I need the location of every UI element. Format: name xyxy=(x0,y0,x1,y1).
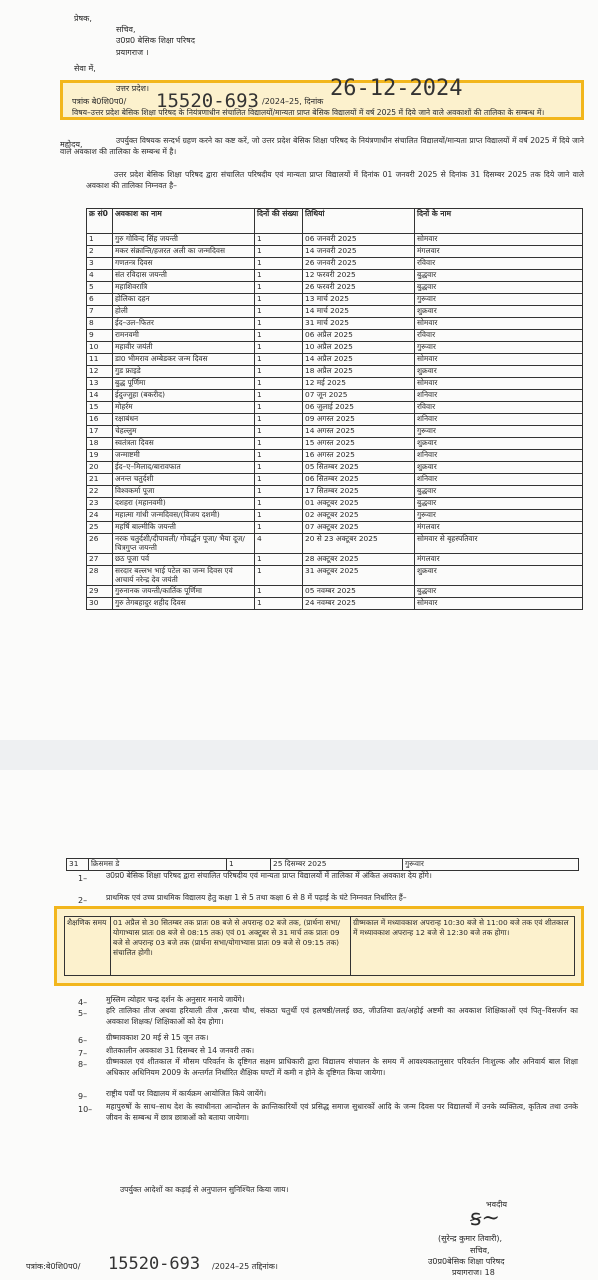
cell-days-count: 1 xyxy=(255,402,303,414)
cell-holiday-name: होलिका दहन xyxy=(113,294,255,306)
holiday-table-body xyxy=(87,234,583,610)
cell-day-name: सोमवार से बृहस्पतिवार xyxy=(415,534,583,554)
table-row xyxy=(87,354,583,366)
cell-holiday-name: सरदार बल्लभ भाई पटेल का जन्म दिवस एवं आचार्य नरेन्द्र देव जयंती xyxy=(113,566,255,586)
table-row xyxy=(87,586,583,598)
table-row xyxy=(87,306,583,318)
cell-holiday-name: बुद्ध पूर्णिमा xyxy=(113,378,255,390)
table-row xyxy=(87,258,583,270)
cell-days-count: 1 xyxy=(255,462,303,474)
signature-mark: ꞩ~ xyxy=(470,1206,500,1231)
cell-date: 17 सितम्बर 2025 xyxy=(303,486,415,498)
cell-holiday-name: संत रविदास जयन्ती xyxy=(113,270,255,282)
cell-holiday-name: ईद–उल–फितर xyxy=(113,318,255,330)
cell-day-name: गुरूवार xyxy=(415,342,583,354)
cell-date: 06 जनवरी 2025 xyxy=(303,234,415,246)
cell-day-name: गुरूवार xyxy=(415,510,583,522)
subject: विषय–उत्तर प्रदेश बेसिक शिक्षा परिषद के नियंत्रणाधीन संचालित विद्यालयों/मान्यता प्राप्त बेसिक विद्यालयों में वर्ष 2025 में दिये जाने वाले अवकाशों की तालिका के सम्बन्ध में। xyxy=(72,108,545,117)
cell-serial: 6 xyxy=(87,294,113,306)
cell-day-name: गुरूवार xyxy=(403,859,579,871)
cell-serial: 16 xyxy=(87,414,113,426)
cell-day-name: शुक्रवार xyxy=(415,438,583,450)
timing-lunch-break: ग्रीष्मकाल में मध्यावकाश अपरान्ह 10:30 बजे से 11:00 बजे तक एवं शीतकाल में मध्यावकाश अपरान्ह 12 बजे से 12:30 बजे तक होगा। xyxy=(351,917,575,976)
cell-holiday-name: मोहर्रम xyxy=(113,402,255,414)
table-row xyxy=(87,554,583,566)
cell-holiday-name: गुरु तेगबहादुर शहीद दिवस xyxy=(113,598,255,610)
cell-days-count: 1 xyxy=(255,342,303,354)
cell-date: 13 मार्च 2025 xyxy=(303,294,415,306)
cell-date: 06 जुलाई 2025 xyxy=(303,402,415,414)
cell-days-count: 1 xyxy=(255,498,303,510)
note-number: 4– xyxy=(78,998,88,1007)
cell-day-name: शुक्रवार xyxy=(415,462,583,474)
table-row xyxy=(87,510,583,522)
timing-row xyxy=(65,917,575,976)
holiday-table-continued xyxy=(66,858,579,871)
cell-date: 06 सितम्बर 2025 xyxy=(303,474,415,486)
cell-date: 26 जनवरी 2025 xyxy=(303,258,415,270)
cell-holiday-name: गुरु गोविन्द सिंह जयन्ती xyxy=(113,234,255,246)
cell-serial: 28 xyxy=(87,566,113,586)
letter-ref-handwritten: 15520-693 xyxy=(156,90,259,112)
cell-day-name: सोमवार xyxy=(415,378,583,390)
table-row xyxy=(87,294,583,306)
table-row xyxy=(87,282,583,294)
table-row xyxy=(87,366,583,378)
table-row xyxy=(87,486,583,498)
cell-date: 26 फरवरी 2025 xyxy=(303,282,415,294)
cell-day-name: मंगलवार xyxy=(415,246,583,258)
cell-date: 14 अप्रैल 2025 xyxy=(303,354,415,366)
cell-date: 20 से 23 अक्टूबर 2025 xyxy=(303,534,415,554)
cell-serial: 15 xyxy=(87,402,113,414)
note-text: उ0प्र0 बेसिक शिक्षा परिषद द्वारा संचालित परिषदीय एवं मान्यता प्राप्त विद्यालयों में तालिका में अंकित अवकाश देय होंगे। xyxy=(106,871,432,880)
cell-serial: 20 xyxy=(87,462,113,474)
signoff: भवदीय xyxy=(486,1200,508,1209)
cell-day-name: शनिवार xyxy=(415,390,583,402)
cell-holiday-name: गुड फ्राइडे xyxy=(113,366,255,378)
paragraph-2: उत्तर प्रदेश बेसिक शिक्षा परिषद द्वारा संचालित परिषदीय एवं मान्यता प्राप्त विद्यालयों में दिनांक 01 जनवरी 2025 से दिनांक 31 दिसम्बर 2025 तक दिये जाने वाले अवकाश की तालिका निम्नवत है– xyxy=(86,170,584,190)
cell-holiday-name: महाशिवरात्रि xyxy=(113,282,255,294)
cell-days-count: 1 xyxy=(255,330,303,342)
sender-line-3: प्रयागराज । xyxy=(116,48,149,57)
table-row xyxy=(87,426,583,438)
cell-holiday-name: चेहल्लुम xyxy=(113,426,255,438)
cell-day-name: बुद्धवार xyxy=(415,498,583,510)
cell-days-count: 1 xyxy=(255,366,303,378)
cell-serial: 27 xyxy=(87,554,113,566)
cell-date: 07 अक्टूबर 2025 xyxy=(303,522,415,534)
cell-holiday-name: रक्षाबंधन xyxy=(113,414,255,426)
cell-days-count: 1 xyxy=(255,598,303,610)
sender-line-2: उ0प्र0 बेसिक शिक्षा परिषद xyxy=(116,36,196,45)
cell-day-name: सोमवार xyxy=(415,318,583,330)
table-header-row xyxy=(87,209,583,234)
cell-day-name: रविवार xyxy=(415,258,583,270)
cell-days-count: 1 xyxy=(255,414,303,426)
cell-day-name: गुरूवार xyxy=(415,294,583,306)
cell-days-count: 1 xyxy=(255,294,303,306)
cell-holiday-name: गुरुनानक जयन्ती/कार्तिक पूर्णिमा xyxy=(113,586,255,598)
cell-holiday-name: ईदुज्जुहा (बकरीद) xyxy=(113,390,255,402)
cell-date: 06 अप्रैल 2025 xyxy=(303,330,415,342)
table-row xyxy=(67,859,579,871)
cell-holiday-name: दशहरा (महानवमी) xyxy=(113,498,255,510)
cell-date: 25 दिसम्बर 2025 xyxy=(271,859,403,871)
cell-holiday-name: विश्वकर्मा पूजा xyxy=(113,486,255,498)
cell-days-count: 1 xyxy=(255,586,303,598)
cell-days-count: 1 xyxy=(255,246,303,258)
header-dates: तिथियां xyxy=(303,209,415,234)
cell-serial: 13 xyxy=(87,378,113,390)
cell-serial: 19 xyxy=(87,450,113,462)
cell-days-count: 1 xyxy=(227,859,271,871)
cell-holiday-name: अनन्त चतुर्दशी xyxy=(113,474,255,486)
cell-date: 16 अगस्त 2025 xyxy=(303,450,415,462)
cell-day-name: रविवार xyxy=(415,402,583,414)
cell-date: 14 अगस्त 2025 xyxy=(303,426,415,438)
signatory-title: सचिव, xyxy=(470,1246,490,1255)
timing-label: शैक्षणिक समय xyxy=(65,917,111,976)
cell-days-count: 1 xyxy=(255,566,303,586)
footer-ref-year: /2024–25 तद्दिनांक। xyxy=(212,1262,278,1271)
cell-days-count: 1 xyxy=(255,306,303,318)
note-text: महापुरुषों के साथ–साथ देश के स्वाधीनता आन्दोलन के क्रान्तिकारियों एवं प्रसिद्ध समाज सुधारकों आदि के जन्म दिवस पर विद्यालयों में उनके व्यक्तित्व, कृतित्व तथा उनके जीवन के सम्बन्ध में छात्र छात्राओं को बताया जायेगा। xyxy=(106,1102,578,1122)
cell-holiday-name: नरक चतुर्दशी/दीपावली/ गोवर्द्धन पूजा/ भैया दूज/चित्रगुप्त जयन्ती xyxy=(113,534,255,554)
cell-days-count: 4 xyxy=(255,534,303,554)
table-row xyxy=(87,566,583,586)
cell-serial: 29 xyxy=(87,586,113,598)
cell-serial: 23 xyxy=(87,498,113,510)
cell-date: 31 अक्टूबर 2025 xyxy=(303,566,415,586)
table-row xyxy=(87,438,583,450)
cell-serial: 3 xyxy=(87,258,113,270)
header-day-names: दिनों के नाम xyxy=(415,209,583,234)
recipient: उत्तर प्रदेश। xyxy=(116,84,149,93)
cell-days-count: 1 xyxy=(255,510,303,522)
cell-date: 15 अगस्त 2025 xyxy=(303,438,415,450)
cell-serial: 14 xyxy=(87,390,113,402)
sender-prefix: प्रेषक, xyxy=(74,14,92,23)
cell-days-count: 1 xyxy=(255,258,303,270)
table-row xyxy=(87,378,583,390)
cell-date: 31 मार्च 2025 xyxy=(303,318,415,330)
cell-day-name: गुरूवार xyxy=(415,426,583,438)
letter-ref-label: पत्रांक बे0शि0प0/ xyxy=(72,97,127,106)
cell-serial: 24 xyxy=(87,510,113,522)
cell-serial: 21 xyxy=(87,474,113,486)
cell-day-name: शनिवार xyxy=(415,450,583,462)
cell-day-name: शनिवार xyxy=(415,474,583,486)
cell-serial: 25 xyxy=(87,522,113,534)
cell-day-name: बुद्धवार xyxy=(415,282,583,294)
cell-holiday-name: जन्माष्टमी xyxy=(113,450,255,462)
cell-serial: 30 xyxy=(87,598,113,610)
note-text: शीतकालीन अवकाश 31 दिसम्बर से 14 जनवरी तक। xyxy=(106,1046,255,1055)
cell-holiday-name: ईद–ए–मिलाद/बारावफात xyxy=(113,462,255,474)
cell-date: 05 सितम्बर 2025 xyxy=(303,462,415,474)
cell-day-name: शनिवार xyxy=(415,414,583,426)
note-number: 1– xyxy=(78,874,88,883)
cell-date: 14 मार्च 2025 xyxy=(303,306,415,318)
cell-serial: 8 xyxy=(87,318,113,330)
timing-table xyxy=(64,916,575,976)
table-row xyxy=(87,246,583,258)
sender-line-1: सचिव, xyxy=(116,25,136,34)
cell-serial: 2 xyxy=(87,246,113,258)
note-text: ग्रीष्मकाल एवं शीतकाल में मौसम परिवर्तन के दृष्टिगत सक्षम प्राधिकारी द्वारा विद्यालय संचालन के समय में आवश्यकतानुसार परिवर्तन निःशुल्क और अनिवार्य बाल शिक्षा अधिकार अधिनियम 2009 के अन्तर्गत निर्धारित शैक्षिक घण्टों में कमी न होने के दृष्टिगत किया जायेगा। xyxy=(106,1057,578,1077)
footer-ref-handwritten: 15520-693 xyxy=(108,1254,201,1274)
cell-holiday-name: होली xyxy=(113,306,255,318)
note-text: ग्रीष्मावकाश 20 मई से 15 जून तक। xyxy=(106,1033,209,1042)
signatory-org: उ0प्र0बेसिक शिक्षा परिषद xyxy=(428,1257,505,1266)
table-row xyxy=(87,402,583,414)
table-row xyxy=(87,498,583,510)
cell-date: 24 नवम्बर 2025 xyxy=(303,598,415,610)
table-row xyxy=(87,342,583,354)
cell-serial: 17 xyxy=(87,426,113,438)
note-number: 8– xyxy=(78,1060,88,1069)
cell-days-count: 1 xyxy=(255,354,303,366)
note-number: 5– xyxy=(78,1009,88,1018)
table-row xyxy=(87,462,583,474)
cell-date: 18 अप्रैल 2025 xyxy=(303,366,415,378)
signatory-name: (सुरेन्द्र कुमार तिवारी), xyxy=(438,1234,503,1243)
cell-serial: 12 xyxy=(87,366,113,378)
document-page-2 xyxy=(0,770,598,1280)
cell-date: 10 अप्रैल 2025 xyxy=(303,342,415,354)
cell-serial: 11 xyxy=(87,354,113,366)
cell-day-name: शुक्रवार xyxy=(415,366,583,378)
cell-days-count: 1 xyxy=(255,270,303,282)
cell-day-name: बुद्धवार xyxy=(415,270,583,282)
table-row xyxy=(87,450,583,462)
cell-holiday-name: गणतन्त्र दिवस xyxy=(113,258,255,270)
cell-day-name: सोमवार xyxy=(415,598,583,610)
cell-date: 07 जून 2025 xyxy=(303,390,415,402)
cell-day-name: शुक्रवार xyxy=(415,306,583,318)
cell-date: 12 मई 2025 xyxy=(303,378,415,390)
cell-day-name: रविवार xyxy=(415,330,583,342)
cell-date: 01 अक्टूबर 2025 xyxy=(303,498,415,510)
table-row xyxy=(87,534,583,554)
cell-holiday-name: क्रिसमस डे xyxy=(89,859,227,871)
table-row xyxy=(87,318,583,330)
cell-days-count: 1 xyxy=(255,438,303,450)
cell-day-name: बुद्धवार xyxy=(415,586,583,598)
table-row xyxy=(87,330,583,342)
table-row xyxy=(87,474,583,486)
table-row xyxy=(87,390,583,402)
table-row xyxy=(87,598,583,610)
cell-holiday-name: स्वतंत्रता दिवस xyxy=(113,438,255,450)
note-text: मुस्लिम त्योहार चन्द्र दर्शन के अनुसार मनाये जायेंगे। xyxy=(106,995,245,1004)
cell-day-name: सोमवार xyxy=(415,234,583,246)
note-number: 9– xyxy=(78,1092,88,1101)
cell-day-name: मंगलवार xyxy=(415,522,583,534)
cell-serial: 5 xyxy=(87,282,113,294)
note-number: 2– xyxy=(78,896,88,905)
note-number: 7– xyxy=(78,1049,88,1058)
note-number: 6– xyxy=(78,1036,88,1045)
cell-holiday-name: रामनवमी xyxy=(113,330,255,342)
cell-day-name: बुद्धवार xyxy=(415,486,583,498)
closing-line: उपर्युक्त आदेशों का कड़ाई से अनुपालन सुनिश्चित किया जाय। xyxy=(120,1185,289,1194)
signatory-city: प्रयागराज। 18 xyxy=(452,1268,495,1277)
cell-holiday-name: महर्षि बाल्मीकि जयन्ती xyxy=(113,522,255,534)
table-row xyxy=(87,522,583,534)
cell-holiday-name: छठ पूजा पर्व xyxy=(113,554,255,566)
cell-days-count: 1 xyxy=(255,486,303,498)
paragraph-1: उपर्युक्त विषयक सन्दर्भ ग्रहण करने का कष्ट करें, जो उत्तर प्रदेश बेसिक शिक्षा परिषद के नियंत्रणाधीन संचालित विद्यालयों/मान्यता प्राप्त विद्यालयों में वर्ष 2025 में दिये जाने वाले अवकाश की तालिका के सम्बन्ध में है। xyxy=(60,136,584,156)
cell-date: 14 जनवरी 2025 xyxy=(303,246,415,258)
cell-days-count: 1 xyxy=(255,450,303,462)
cell-serial: 10 xyxy=(87,342,113,354)
note-text: हरि तालिका तीज अथवा हरियाली तीज ,करवा चौथ, संकठा चतुर्थी एवं हलषष्ठी/ललई छठ, जीउतिया व्रत/अहोई अष्टमी का अवकाश शिक्षिकाओं एवं पितृ–विसर्जन का अवकाश शिक्षक/ शिक्षिकाओं को देय होगा। xyxy=(106,1006,578,1026)
cell-holiday-name: मकर संक्रान्ति/हजरत अली का जन्मदिवस xyxy=(113,246,255,258)
note-number: 10– xyxy=(78,1105,93,1114)
cell-date: 12 फरवरी 2025 xyxy=(303,270,415,282)
cell-serial: 31 xyxy=(67,859,89,871)
cell-holiday-name: डा0 भीमराव अम्बेडकर जन्म दिवस xyxy=(113,354,255,366)
cell-date: 09 अगस्त 2025 xyxy=(303,414,415,426)
cell-serial: 7 xyxy=(87,306,113,318)
cell-date: 05 नवम्बर 2025 xyxy=(303,586,415,598)
timing-summer-winter: 01 अप्रैल से 30 सितम्बर तक प्रातः 08 बजे से अपरान्ह 02 बजे तक, (प्रार्थना सभा/योगाभ्यास प्रातः 08 बजे से 08:15 तक) एवं 01 अक्टूबर से 31 मार्च तक प्रातः 09 बजे से अपरान्ह 03 बजे तक (प्रार्थना सभा/योगाभ्यास प्रातः 09 बजे से 09:15 तक) संचालित होगी। xyxy=(111,917,351,976)
footer-ref-label: पत्रांक:बे0शि0प0/ xyxy=(26,1262,81,1271)
cell-days-count: 1 xyxy=(255,282,303,294)
salutation: महोदय, xyxy=(60,140,83,149)
cell-days-count: 1 xyxy=(255,426,303,438)
table-row xyxy=(87,270,583,282)
to-label: सेवा में, xyxy=(74,64,96,73)
cell-serial: 1 xyxy=(87,234,113,246)
header-days-count: दिनों की संख्या xyxy=(255,209,303,234)
cell-days-count: 1 xyxy=(255,474,303,486)
cell-serial: 22 xyxy=(87,486,113,498)
table-row xyxy=(87,234,583,246)
cell-holiday-name: महावीर जयंती xyxy=(113,342,255,354)
header-serial: क्र सं0 xyxy=(87,209,113,234)
table-row xyxy=(87,414,583,426)
cell-day-name: मंगलवार xyxy=(415,554,583,566)
cell-holiday-name: महात्मा गांधी जन्मदिवस/(विजय दशमी) xyxy=(113,510,255,522)
header-holiday-name: अवकाश का नाम xyxy=(113,209,255,234)
letter-date-handwritten: 26-12-2024 xyxy=(330,76,463,101)
cell-serial: 18 xyxy=(87,438,113,450)
cell-days-count: 1 xyxy=(255,554,303,566)
cell-serial: 26 xyxy=(87,534,113,554)
note-text: प्राथमिक एवं उच्च प्राथमिक विद्यालय हेतु कक्षा 1 से 5 तथा कक्षा 6 से 8 में पढ़ाई के घंटे निम्नवत निर्धारित हैं– xyxy=(106,893,407,902)
cell-days-count: 1 xyxy=(255,318,303,330)
cell-days-count: 1 xyxy=(255,378,303,390)
cell-date: 28 अक्टूबर 2025 xyxy=(303,554,415,566)
cell-date: 02 अक्टूबर 2025 xyxy=(303,510,415,522)
cell-serial: 9 xyxy=(87,330,113,342)
holiday-table xyxy=(86,208,583,610)
cell-days-count: 1 xyxy=(255,234,303,246)
cell-day-name: सोमवार xyxy=(415,354,583,366)
cell-days-count: 1 xyxy=(255,390,303,402)
cell-days-count: 1 xyxy=(255,522,303,534)
cell-day-name: शुक्रवार xyxy=(415,566,583,586)
note-text: राष्ट्रीय पर्वों पर विद्यालय में कार्यक्रम आयोजित किये जायेंगे। xyxy=(106,1089,267,1098)
cell-serial: 4 xyxy=(87,270,113,282)
letter-ref-year: /2024–25, दिनांक xyxy=(262,97,324,106)
